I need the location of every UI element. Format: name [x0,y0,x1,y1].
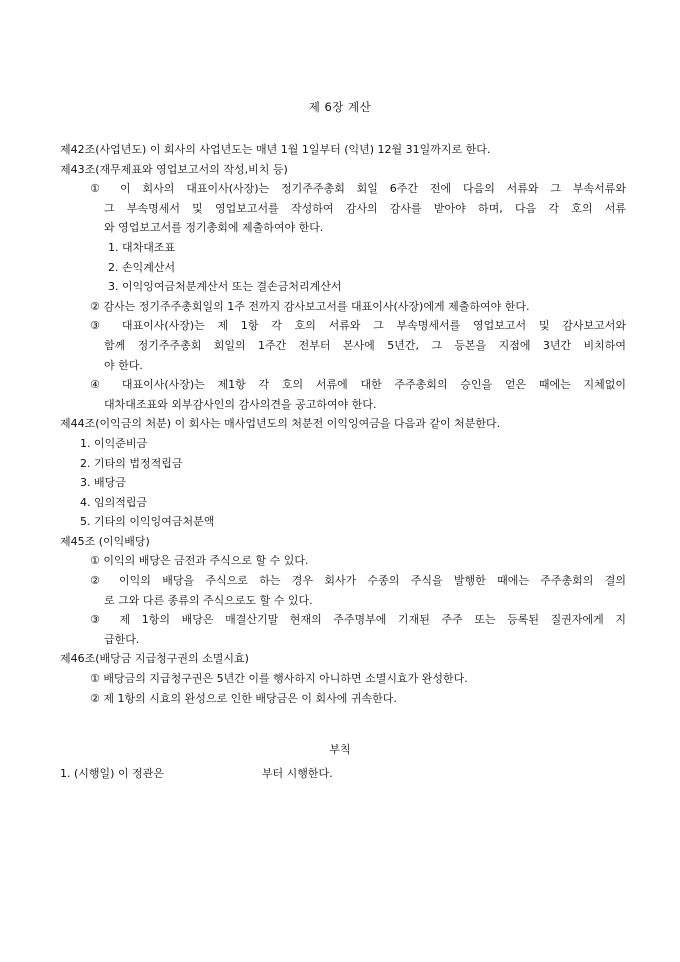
article-43-item-3: 3. 이익잉여금처분계산서 또는 결손금처리계산서 [108,280,342,294]
article-46-heading: 제46조(배당금 지급청구권의 소멸시효) [60,652,249,666]
article-43-item-2: 2. 손익계산서 [108,260,176,274]
article-43-para-3-line-3: 야 한다. [104,358,143,372]
article-43-para-3-line-2: 함께 정기주주총회 회일의 1주간 전부터 본사에 5년간, 그 등본을 지점에 3년간 비치하여 [104,338,626,352]
article-43-para-1-line-1: ① 이 회사의 대표이사(사장)는 정기주주총회 회일 6주간 전에 다음의 서류와 그 부속서류와 [90,182,626,196]
article-45-para-2-line-2: 로 그와 다른 종류의 주식으로도 할 수 있다. [104,593,313,607]
article-44-item-3: 3. 배당금 [80,476,126,490]
article-46-para-1: ① 배당금의 지급청구권은 5년간 이를 행사하지 아니하면 소멸시효가 완성한다. [90,672,468,686]
article-43-para-4-line-1: ④ 대표이사(사장)는 제1항 각 호의 서류에 대한 주주총회의 승인을 얻은 때에는 지체없이 [90,378,626,392]
article-45-para-3-line-1: ③ 제 1항의 배당은 매결산기말 현재의 주주명부에 기재된 주주 또는 등록된 질권자에게 지 [90,613,626,627]
chapter-title: 제 6장 계산 [308,100,372,114]
article-46-para-2: ② 제 1항의 시효의 완성으로 인한 배당금은 이 회사에 귀속한다. [90,691,397,705]
article-43-item-1: 1. 대차대조표 [108,240,176,254]
article-44-heading: 제44조(이익금의 처분) 이 회사는 매사업년도의 처분전 이익잉여금을 다음과 같이 처분한다. [60,417,501,431]
article-44-item-4: 4. 임의적립금 [80,495,148,509]
article-43-para-1-line-2: 그 부속명세서 및 영업보고서를 작성하여 감사의 감사를 받아야 하며, 다음 각 호의 서류 [104,201,626,215]
article-43-para-1-line-3: 와 영업보고서를 정기총회에 제출하여야 한다. [104,221,324,235]
article-42: 제42조(사업년도) 이 회사의 사업년도는 매년 1월 1일부터 (익년) 12월 31일까지로 한다. [60,143,491,156]
appendix-title: 부칙 [329,743,351,756]
enforcement-clause: 1. (시행일) 이 정관은 부터 시행한다. [60,767,333,780]
article-43-heading: 제43조(재무제표와 영업보고서의 작성,비치 등) [60,162,288,176]
article-43-para-4-line-2: 대차대조표와 외부감사인의 감사의견을 공고하여야 한다. [104,397,377,411]
article-44-item-5: 5. 기타의 이익잉여금처분액 [80,515,215,529]
article-45-para-2-line-1: ② 이익의 배당을 주식으로 하는 경우 회사가 수종의 주식을 발행한 때에는 주주총회의 결의 [90,574,626,588]
article-44-item-1: 1. 이익준비금 [80,436,148,450]
article-45-para-1: ① 이익의 배당은 금전과 주식으로 할 수 있다. [90,554,309,568]
article-43-para-2: ② 감사는 정기주주총회일의 1주 전까지 감사보고서를 대표이사(사장)에게 제출하여야 한다. [90,299,530,313]
article-45-heading: 제45조 (이익배당) [60,534,150,548]
article-45-para-3-line-2: 급한다. [104,632,140,646]
articles-body [60,140,626,708]
article-43-para-3-line-1: ③ 대표이사(사장)는 제 1항 각 호의 서류와 그 부속명세서를 영업보고서 및 감사보고서와 [90,319,626,333]
article-44-item-2: 2. 기타의 법정적립금 [80,456,183,470]
